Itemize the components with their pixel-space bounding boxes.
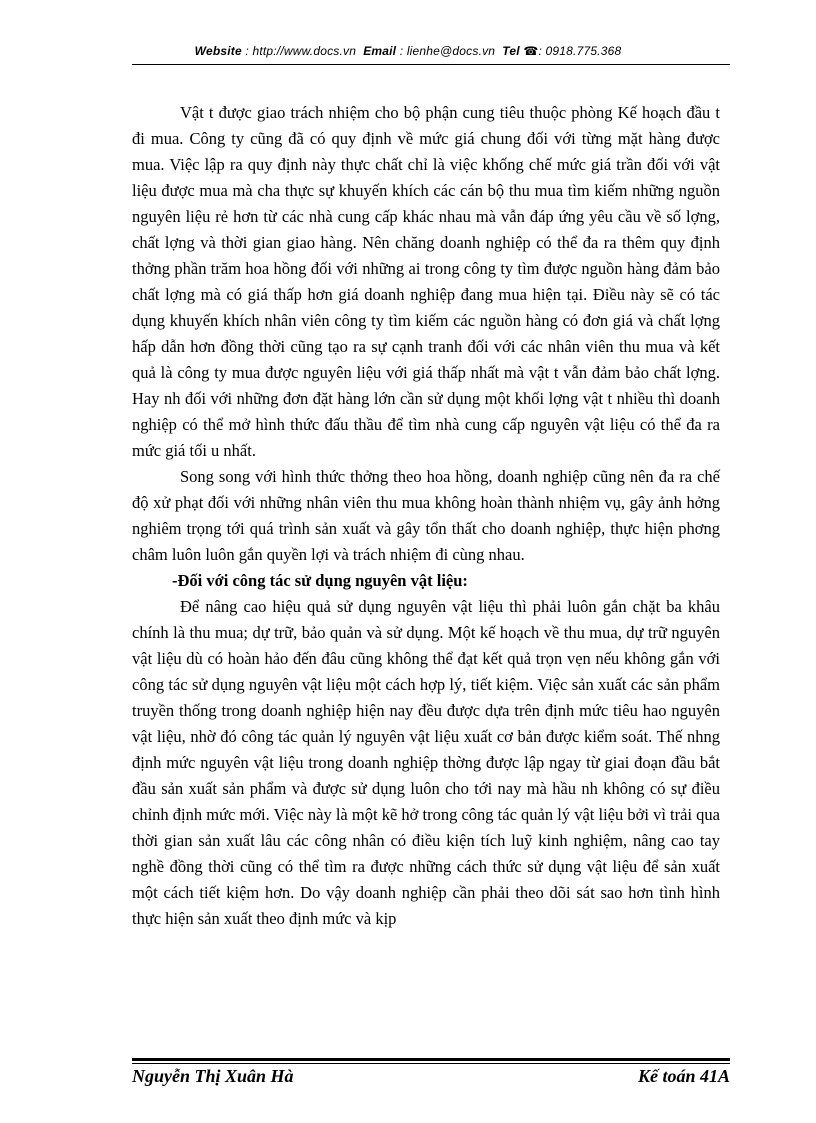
footer-divider-thin	[132, 1063, 730, 1064]
page-header	[0, 44, 816, 58]
footer-divider-thick	[132, 1058, 730, 1061]
header-divider	[132, 64, 730, 65]
footer-class: Kế toán 41A	[637, 1066, 730, 1086]
tel-label: Tel	[502, 44, 520, 58]
email-label: Email	[363, 44, 397, 58]
website-value[interactable]: : http://www.docs.vn	[245, 44, 357, 58]
paragraph-3: Để nâng cao hiệu quả sử dụng nguyên vật liệu thì phải luôn gắn chặt ba khâu chính là thu mua; dự trữ, bảo quản và sử dụng. Một kế hoạch về thu mua, dự trữ nguyên vật liệu dù có hoàn hảo đến đâu cũng không thể đạt kết quả trọn vẹn nếu không gắn với công tác sử dụng nguyên vật liệu một cách hợp lý, tiết kiệm. Việc sản xuất các sản phẩm truyền thống trong doanh nghiệp hiện nay đều được dựa trên định mức tiêu hao nguyên vật liệu, nhờ đó công tác quản lý nguyên vật liệu xuất cơ bản được kiểm soát. Thế nhng định mức nguyên vật liệu trong doanh nghiệp thờng được lập ngay từ giai đoạn đầu bắt đầu sản xuất sản phẩm và được sử dụng luôn cho tới nay mà hầu nh không có sự điều chỉnh định mức mới. Việc này là một kẽ hở trong công tác quản lý vật liệu bởi vì trải qua thời gian sản xuất lâu các công nhân có điều kiện tích luỹ kinh nghiệm, nâng cao tay nghề đồng thời cũng có thể tìm ra được những cách thức sử dụng vật liệu để sản xuất một cách tiết kiệm hơn. Do vậy doanh nghiệp cần phải theo dõi sát sao hơn tình hình thực hiện sản xuất theo định mức và kịp	[132, 597, 720, 928]
paragraph-1: Vật t được giao trách nhiệm cho bộ phận cung tiêu thuộc phòng Kế hoạch đầu t đi mua. Công ty cũng đã có quy định về mức giá chung đối với từng mặt hàng được mua. Việc lập ra quy định này thực chất chỉ là việc khống chế mức giá trần đối với vật liệu được mua mà cha thực sự khuyến khích các cán bộ thu mua tìm kiếm những nguồn nguyên liệu rẻ hơn từ các nhà cung cấp khác nhau mà vẫn đáp ứng yêu cầu về số lợng, chất lợng và thời gian giao hàng. Nên chăng doanh nghiệp có thể đa ra thêm quy định thởng phần trăm hoa hồng đối với những ai trong công ty tìm được nguồn hàng đảm bảo chất lợng mà có giá thấp hơn giá doanh nghiệp đang mua hiện tại. Điều này sẽ có tác dụng khuyến khích nhân viên công ty tìm kiếm các nguồn hàng có đơn giá và chất lợng hấp dẫn hơn đồng thời cũng tạo ra sự cạnh tranh đối với các nhân viên thu mua và kết quả là công ty mua được nguyên liệu với giá thấp nhất mà vật t vẫn đảm bảo chất lợng. Hay nh đối với những đơn đặt hàng lớn cần sử dụng một khối lợng vật t nhiều thì doanh nghiệp có thể mở hình thức đấu thầu để tìm nhà cung cấp nguyên vật liệu có thể đa ra mức giá tối u nhất.	[132, 103, 720, 460]
phone-icon: ☎	[523, 44, 539, 58]
document-body	[132, 100, 720, 932]
website-label: Website	[194, 44, 242, 58]
paragraph-2: Song song với hình thức thởng theo hoa hồng, doanh nghiệp cũng nên đa ra chế độ xử phạt đối với những nhân viên thu mua không hoàn thành nhiệm vụ, gây ảnh hởng nghiêm trọng tới quá trình sản xuất và gây tổn thất cho doanh nghiệp, thực hiện phơng châm luôn luôn gắn quyền lợi và trách nhiệm đi cùng nhau.	[132, 467, 720, 564]
section-heading: -Đối với công tác sử dụng nguyên vật liệu:	[172, 571, 468, 590]
tel-value: : 0918.775.368	[538, 44, 622, 58]
email-value[interactable]: : lienhe@docs.vn	[399, 44, 496, 58]
footer-author: Nguyễn Thị Xuân Hà	[132, 1066, 294, 1086]
